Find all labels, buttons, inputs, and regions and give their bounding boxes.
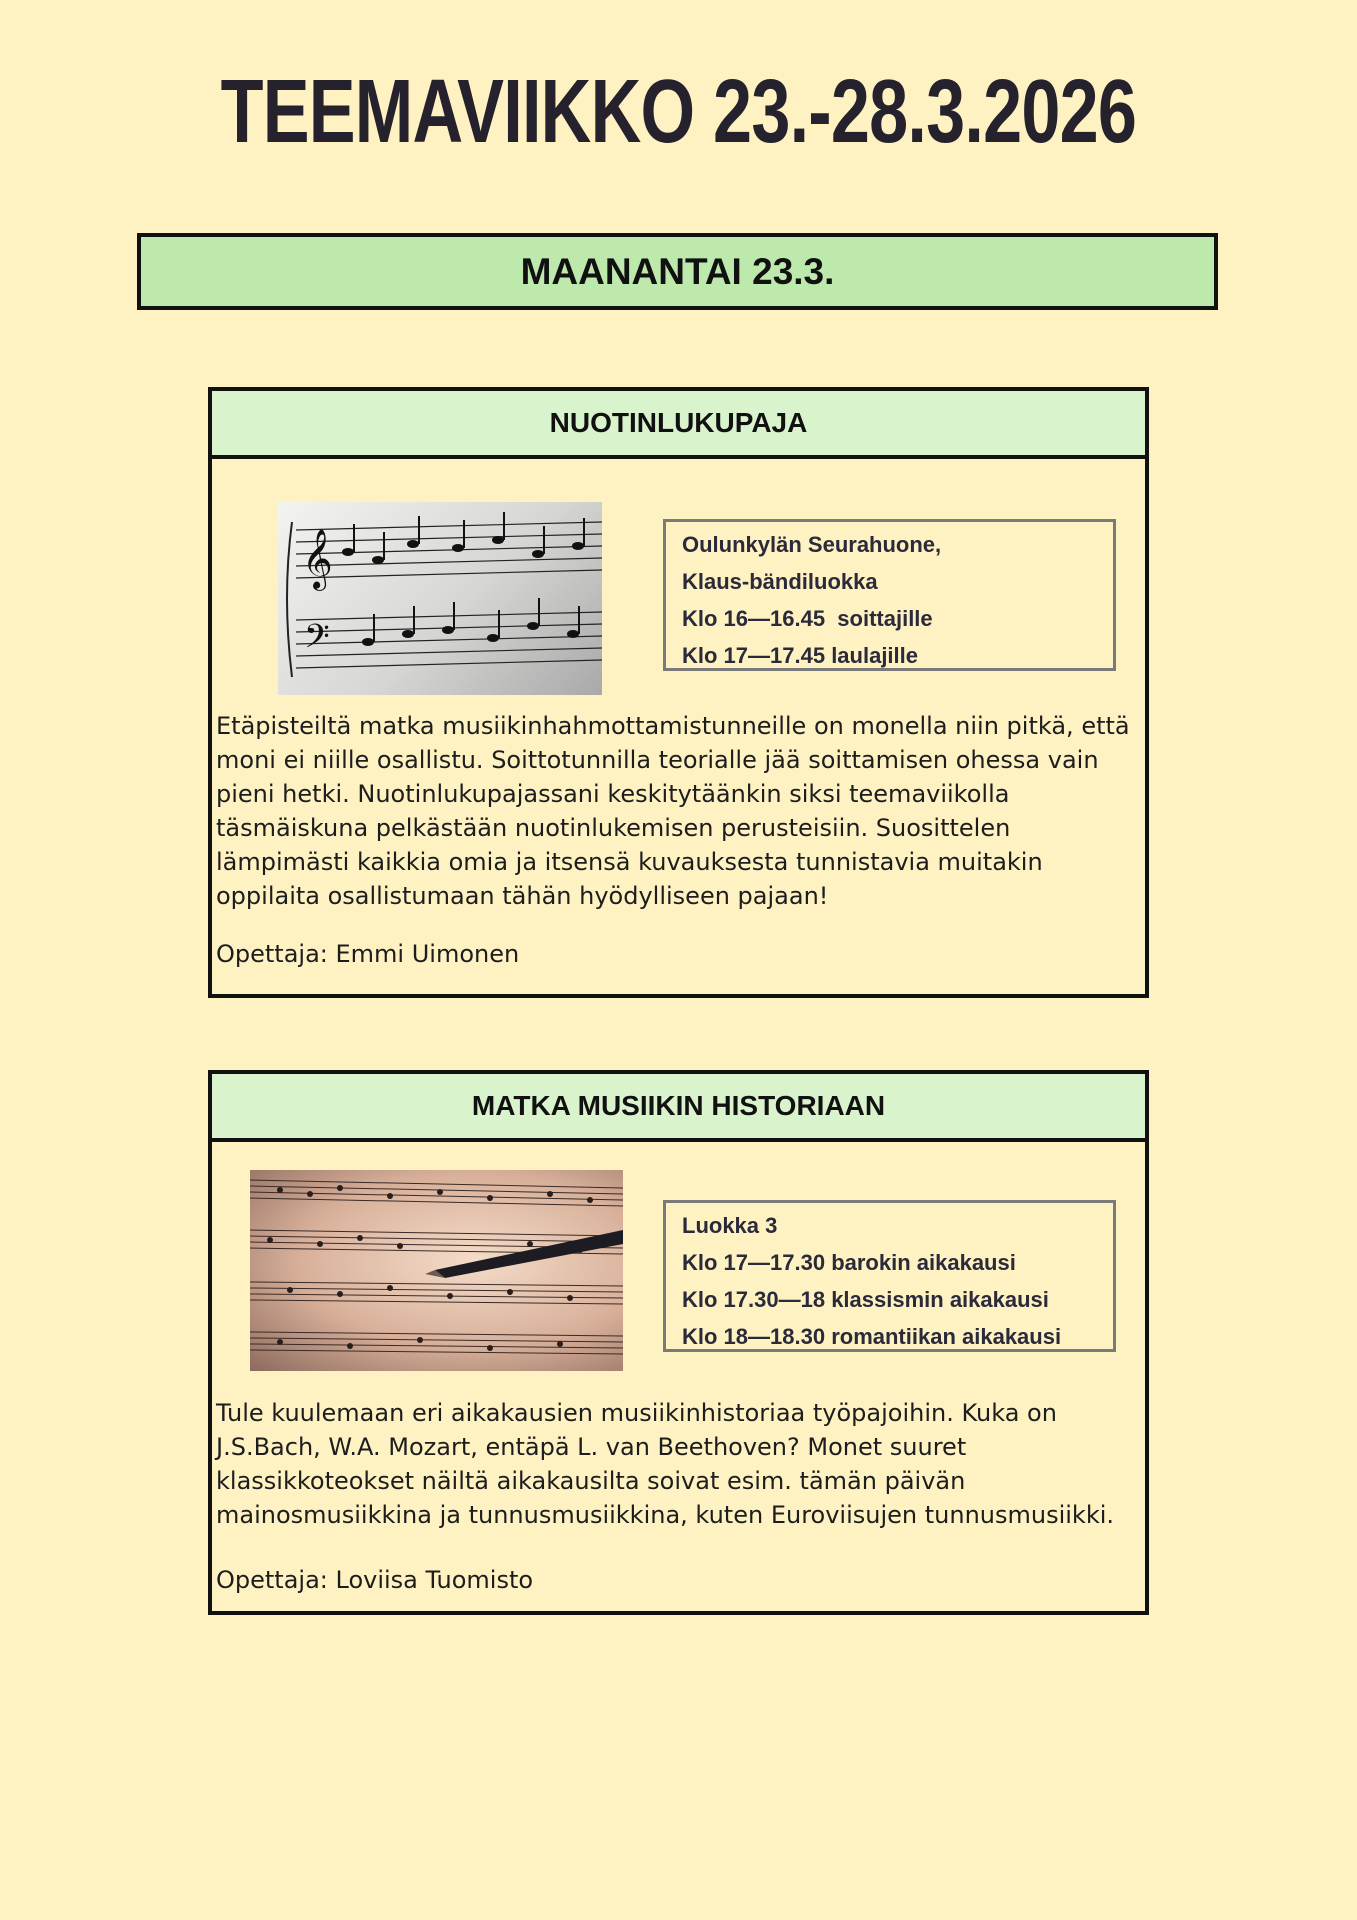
info-room: Luokka 3 [682,1213,778,1238]
workshop-description: Tule kuulemaan eri aikakausien musiikinhistoriaa työpajoihin. Kuka on J.S.Bach, W.A. Mozart, entäpä L. van Beethoven? Monet suuret klassikkoteokset näiltä aikakausilta soivat esim. tämän päivän mainosmusiikkina ja tunnusmusiikkina, kuten Euroviisujen tunnusmusiikki. [216,1399,1115,1529]
workshop-teacher: Opettaja: Emmi Uimonen [216,940,520,968]
workshop-card-history [208,1070,1149,1615]
workshop-info-box [663,519,1116,671]
workshop-title-text: MATKA MUSIIKIN HISTORIAAN [471,1090,886,1121]
info-location: Oulunkylän Seurahuone, [682,532,942,557]
day-label: MAANANTAI 23.3. [520,250,835,292]
info-time-romantic: Klo 18—18.30 romantiikan aikakausi [682,1324,1062,1349]
score-pencil-icon [250,1170,623,1371]
svg-text:𝄞: 𝄞 [302,529,333,589]
page-title: TEEMAVIIKKO 23.-28.3.2026 [220,62,1137,162]
sheet-music-icon [278,502,602,695]
info-time-players: Klo 16—16.45 soittajille [682,606,933,631]
sheet-music-image [278,502,602,695]
info-time-classical: Klo 17.30—18 klassismin aikakausi [682,1287,1049,1312]
score-with-pencil-image [250,1170,623,1371]
workshop-info-box [663,1200,1116,1352]
info-time-baroque: Klo 17—17.30 barokin aikakausi [682,1250,1016,1275]
day-banner [137,233,1218,310]
workshop-teacher: Opettaja: Loviisa Tuomisto [216,1566,534,1594]
workshop-card-reading [208,387,1149,998]
info-time-singers: Klo 17—17.45 laulajille [682,643,919,668]
svg-text:𝄢: 𝄢 [304,618,330,664]
workshop-title-text: NUOTINLUKUPAJA [549,407,808,438]
info-room: Klaus-bändiluokka [682,569,878,594]
workshop-title [212,391,1145,459]
workshop-title [212,1074,1145,1142]
workshop-description: Etäpisteiltä matka musiikinhahmottamistunneille on monella niin pitkä, että moni ei niille osallistu. Soittotunnilla teorialle jää soittamisen ohessa vain pieni hetki. Nuotinlukupajassani keskitytäänkin siksi teemaviikolla täsmäiskuna pelkästään nuotinlukemisen perusteisiin. Suosittelen lämpimästi kaikkia omia ja itsensä kuvauksesta tunnistavia muitakin oppilaita osallistumaan tähän hyödylliseen pajaan! [216,712,1130,910]
